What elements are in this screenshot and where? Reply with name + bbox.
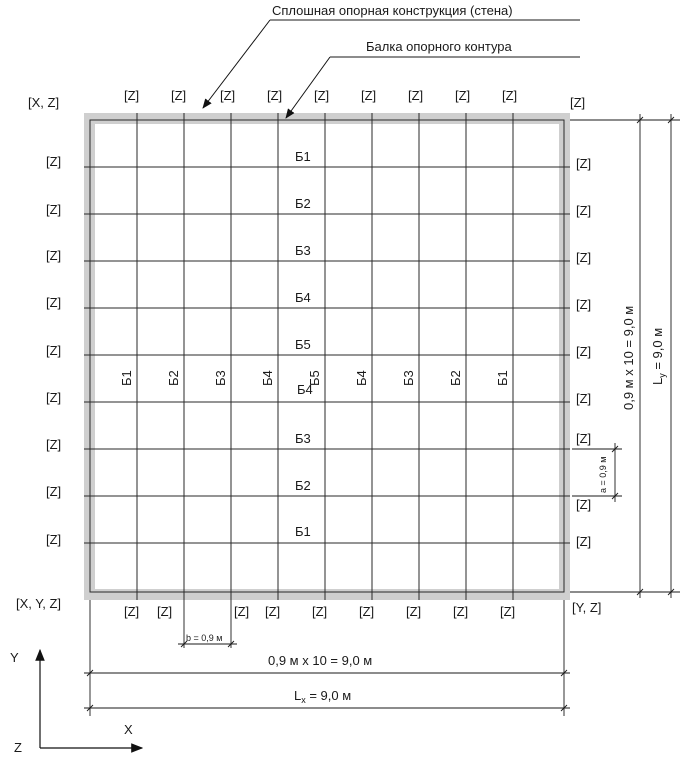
beam-label: Б3 xyxy=(401,370,416,386)
support-label-left: [Z] xyxy=(46,437,62,452)
support-label-bottom: [Z] xyxy=(265,604,281,619)
beam-label: Б3 xyxy=(295,243,311,258)
support-label-bottom: [Z] xyxy=(406,604,422,619)
support-label-right: [Z] xyxy=(576,297,592,312)
support-label-right: [Z] xyxy=(576,250,592,265)
dimension-b xyxy=(178,600,237,648)
support-label-right: [Z] xyxy=(576,431,592,446)
corner-top-right-label: [Z] xyxy=(570,95,586,110)
top-support-labels xyxy=(124,88,517,103)
support-label-left: [Z] xyxy=(46,202,62,217)
support-label-bottom: [Z] xyxy=(453,604,469,619)
support-label-bottom: [Z] xyxy=(312,604,328,619)
support-label-right: [Z] xyxy=(576,497,592,512)
beam-label: Б4 xyxy=(297,382,313,397)
beam-label: Б2 xyxy=(295,196,311,211)
axis-x-label: X xyxy=(124,722,133,737)
support-label-top: [Z] xyxy=(361,88,377,103)
support-label-bottom: [Z] xyxy=(234,604,250,619)
callout-beam xyxy=(286,39,580,118)
callout-wall-label: Сплошная опорная конструкция (стена) xyxy=(272,3,513,18)
beam-label: Б5 xyxy=(307,370,322,386)
beam-label: Б3 xyxy=(213,370,228,386)
corner-bottom-right-label: [Y, Z] xyxy=(572,600,602,615)
support-label-right: [Z] xyxy=(576,156,592,171)
support-label-top: [Z] xyxy=(220,88,236,103)
dimension-y-sum-label: 0,9 м x 10 = 9,0 м xyxy=(621,305,636,410)
callout-wall xyxy=(203,3,580,108)
support-label-bottom: [Z] xyxy=(157,604,173,619)
dimension-lx-label: $L_x = 9,0$ м xyxy=(294,688,352,705)
beam-label: Б4 xyxy=(295,290,311,305)
support-label-bottom: [Z] xyxy=(124,604,140,619)
beam-labels-row xyxy=(119,370,510,386)
left-support-labels xyxy=(46,154,61,547)
support-label-top: [Z] xyxy=(314,88,330,103)
beam-label: Б1 xyxy=(295,524,311,539)
dimension-lx xyxy=(84,688,570,711)
beam-label: Б1 xyxy=(119,370,134,386)
support-label-top: [Z] xyxy=(124,88,140,103)
support-label-left: [Z] xyxy=(46,295,62,310)
corner-top-left-label: [X, Z] xyxy=(28,95,60,110)
beam-labels-column xyxy=(295,149,313,539)
beam-label: Б1 xyxy=(295,149,311,164)
dimension-b-label: b = 0,9 м xyxy=(186,633,223,643)
support-label-top: [Z] xyxy=(267,88,283,103)
coordinate-axes xyxy=(10,650,142,755)
bottom-support-labels xyxy=(124,604,515,619)
support-label-top: [Z] xyxy=(455,88,471,103)
dimension-a xyxy=(572,443,622,502)
support-label-bottom: [Z] xyxy=(500,604,516,619)
beam-label: Б5 xyxy=(295,337,311,352)
dimension-a-label: a = 0,9 м xyxy=(598,456,608,493)
corner-bottom-left-label: [X, Y, Z] xyxy=(16,596,62,611)
support-label-left: [Z] xyxy=(46,484,62,499)
support-label-right: [Z] xyxy=(576,203,592,218)
beam-label: Б3 xyxy=(295,431,311,446)
dimension-x-sum-label: 0,9 м x 10 = 9,0 м xyxy=(268,653,373,668)
dimension-ly-label: $L_y = 9,0$ м xyxy=(650,327,667,385)
axis-z-label: Z xyxy=(14,740,22,755)
support-label-right: [Z] xyxy=(576,534,592,549)
beam-label: Б2 xyxy=(166,370,181,386)
beam-label: Б4 xyxy=(354,370,369,386)
support-label-left: [Z] xyxy=(46,390,62,405)
beam-label: Б4 xyxy=(260,370,275,386)
support-wall-inner xyxy=(95,124,559,589)
support-label-top: [Z] xyxy=(408,88,424,103)
beam-label: Б2 xyxy=(448,370,463,386)
support-label-right: [Z] xyxy=(576,344,592,359)
support-label-left: [Z] xyxy=(46,248,62,263)
beam-label: Б2 xyxy=(295,478,311,493)
right-support-labels xyxy=(576,156,591,549)
support-label-bottom: [Z] xyxy=(359,604,375,619)
axis-y-label: Y xyxy=(10,650,19,665)
support-label-left: [Z] xyxy=(46,154,62,169)
support-label-right: [Z] xyxy=(576,391,592,406)
support-label-left: [Z] xyxy=(46,532,62,547)
support-label-top: [Z] xyxy=(502,88,518,103)
support-label-top: [Z] xyxy=(171,88,187,103)
dimension-ly xyxy=(650,114,674,598)
support-label-left: [Z] xyxy=(46,343,62,358)
callout-beam-label: Балка опорного контура xyxy=(366,39,512,54)
beam-label: Б1 xyxy=(495,370,510,386)
